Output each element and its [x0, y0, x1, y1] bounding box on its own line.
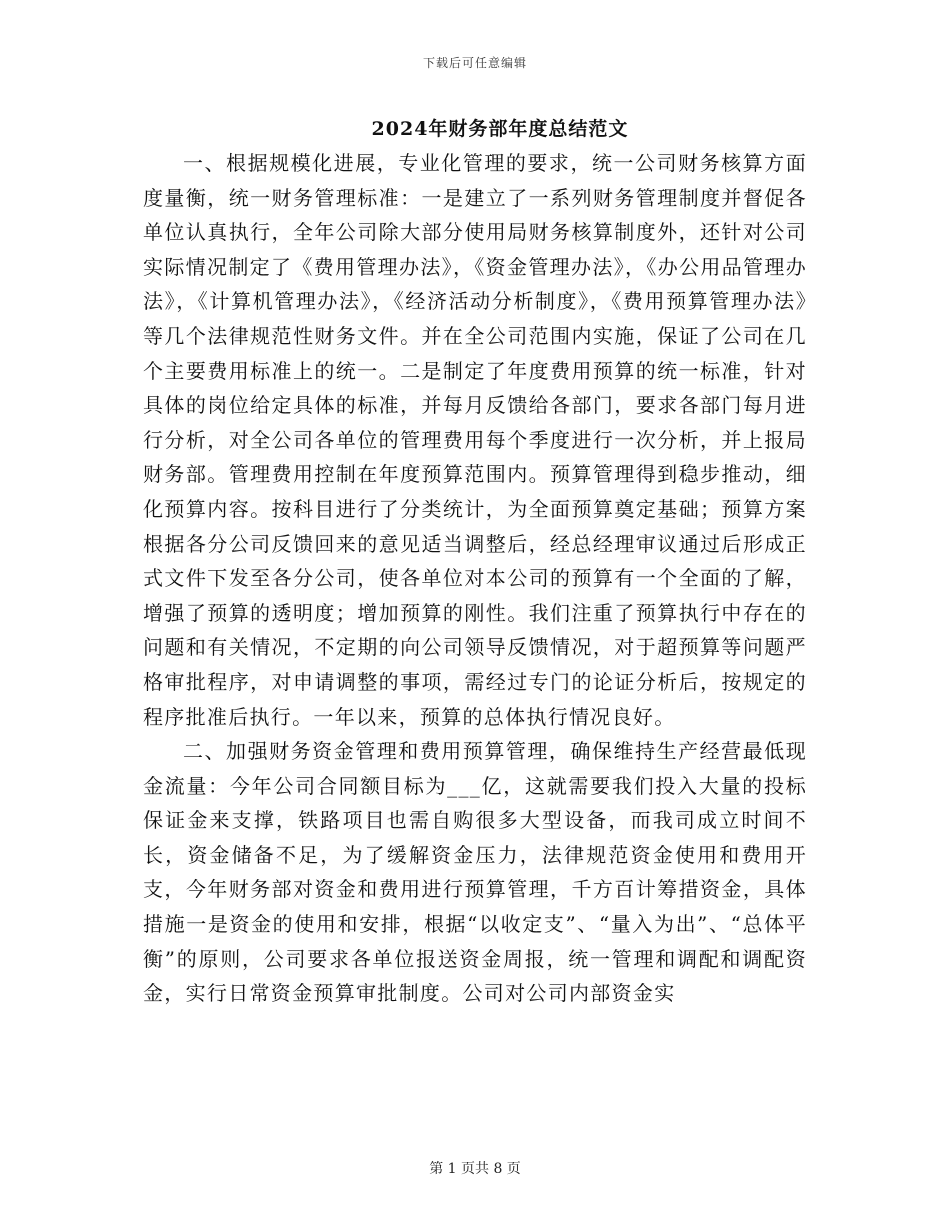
header-note: 下载后可任意编辑 [422, 56, 527, 70]
paragraph-2: 二、加强财务资金管理和费用预算管理，确保维持生产经营最低现金流量：今年公司合同额目标为___亿，这就需要我们投入大量的投标保证金来支撑，铁路项目也需自购很多大型设备，而我司成立时间不长，资金储备不足，为了缓解资金压力，法律规范资金使用和费用开支，今年财务部对资金和费用进行预算管理，千方百计筹措资金，具体措施一是资金的使用和安排，根据“以收定支”、“量入为出”、“总体平衡”的原则，公司要求各单位报送资金周报，统一管理和调配和调配资金，实行日常资金预算审批制度。公司对公司内部资金实 [143, 739, 807, 1006]
paragraph-1: 一、根据规模化进展，专业化管理的要求，统一公司财务核算方面度量衡，统一财务管理标准：一是建立了一系列财务管理制度并督促各单位认真执行，全年公司除大部分使用局财务核算制度外，还针对公司实际情况制定了《费用管理办法》，《资金管理办法》，《办公用品管理办法》，《计算机管理办法》，《经济活动分析制度》，《费用预算管理办法》等几个法律规范性财务文件。并在全公司范围内实施，保证了公司在几个主要费用标准上的统一。二是制定了年度费用预算的统一标准，针对具体的岗位给定具体的标准，并每月反馈给各部门，要求各部门每月进行分析，对全公司各单位的管理费用每个季度进行一次分析，并上报局财务部。管理费用控制在年度预算范围内。预算管理得到稳步推动，细化预算内容。按科目进行了分类统计，为全面预算奠定基础；预算方案根据各分公司反馈回来的意见适当调整后，经总经理审议通过后形成正式文件下发至各分公司，使各单位对本公司的预算有一个全面的了解，增强了预算的透明度；增加预算的刚性。我们注重了预算执行中存在的问题和有关情况，不定期的向公司领导反馈情况，对于超预算等问题严格审批程序，对申请调整的事项，需经过专门的论证分析后，按规定的程序批准后执行。一年以来，预算的总体执行情况良好。 [143, 151, 807, 729]
page-footer: 第 1 页共 8 页 [429, 1161, 521, 1177]
document-title: 2024年财务部年度总结范文 [371, 118, 629, 140]
document-body [143, 146, 807, 1011]
